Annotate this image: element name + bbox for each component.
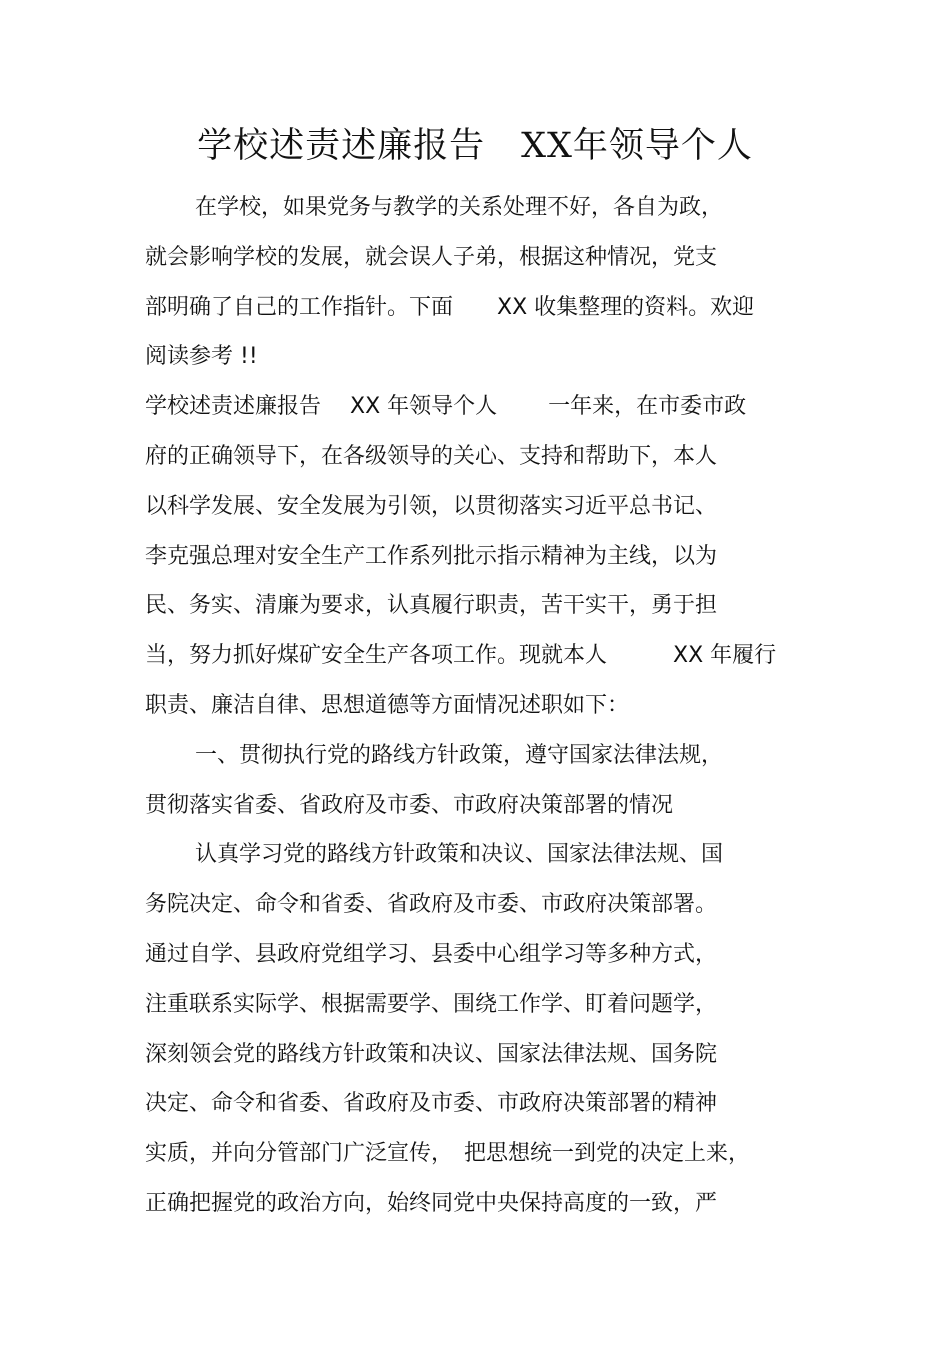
document-title: 学校述责述廉报告 XX年领导个人 xyxy=(197,126,753,166)
body-line: 李克强总理对安全生产工作系列批示指示精神为主线，以为 xyxy=(145,543,718,569)
body-line: 学校述责述廉报告 XX 年领导个人 一年来，在市委市政 xyxy=(145,394,747,420)
body-line: 当，努力抓好煤矿安全生产各项工作。现就本人 XX 年履行 xyxy=(145,643,777,669)
body-line: 民、务实、清廉为要求，认真履行职责，苦干实干，勇于担 xyxy=(145,593,718,619)
document-body xyxy=(145,183,825,1229)
body-line: 认真学习党的路线方针政策和决议、国家法律法规、国 xyxy=(195,842,724,868)
body-line: 一、贯彻执行党的路线方针政策，遵守国家法律法规， xyxy=(195,742,724,768)
body-line: 阅读参考 !! xyxy=(145,344,258,370)
body-line: 职责、廉洁自律、思想道德等方面情况述职如下： xyxy=(145,692,630,718)
body-line: 贯彻落实省委、省政府及市委、市政府决策部署的情况 xyxy=(145,792,674,818)
body-line: 部明确了自己的工作指针。下面 XX 收集整理的资料。欢迎 xyxy=(145,294,755,320)
body-line: 务院决定、命令和省委、省政府及市委、市政府决策部署。 xyxy=(145,892,718,918)
body-line: 决定、命令和省委、省政府及市委、市政府决策部署的精神 xyxy=(145,1091,718,1117)
body-line: 注重联系实际学、根据需要学、围绕工作学、盯着问题学， xyxy=(145,991,718,1017)
body-line: 实质，并向分管部门广泛宣传， 把思想统一到党的决定上来， xyxy=(145,1141,751,1167)
body-line: 正确把握党的政治方向，始终同党中央保持高度的一致，严 xyxy=(145,1190,718,1216)
body-line: 就会影响学校的发展，就会误人子弟，根据这种情况，党支 xyxy=(145,244,718,270)
body-line: 府的正确领导下，在各级领导的关心、支持和帮助下，本人 xyxy=(145,443,718,469)
body-line: 在学校，如果党务与教学的关系处理不好，各自为政， xyxy=(195,195,724,220)
body-line: 深刻领会党的路线方针政策和决议、国家法律法规、国务院 xyxy=(145,1041,718,1067)
body-line: 以科学发展、安全发展为引领，以贯彻落实习近平总书记、 xyxy=(145,493,718,519)
body-line: 通过自学、县政府党组学习、县委中心组学习等多种方式， xyxy=(145,941,718,967)
